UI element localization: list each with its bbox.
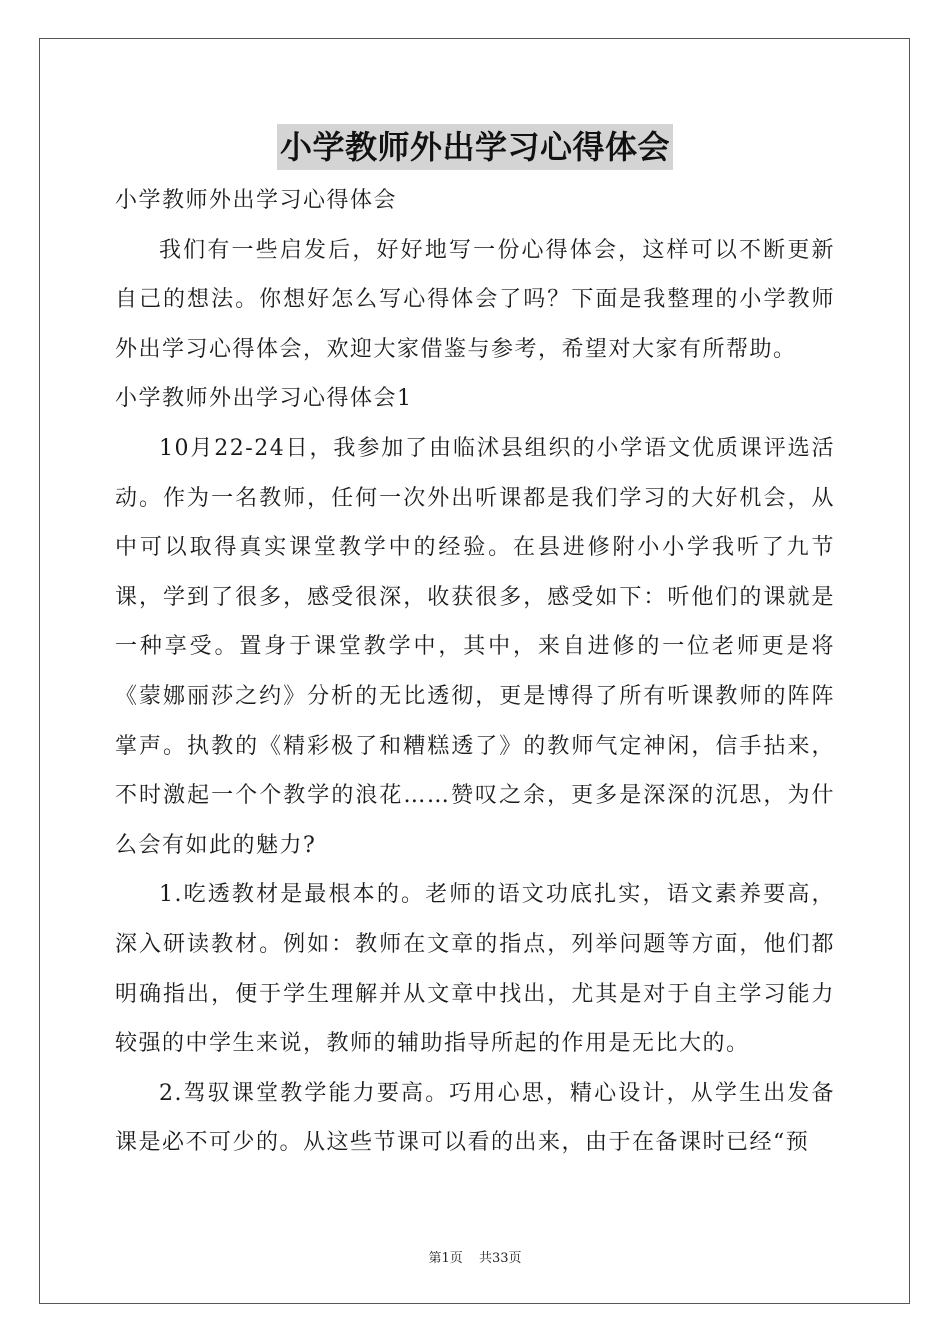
- paragraph-section-heading: 小学教师外出学习心得体会1: [115, 386, 413, 412]
- paragraph-body-3: 2.驾驭课堂教学能力要高。巧用心思，精心设计，从学生出发备课是必不可少的。从这些节课可以看的出来，由于在备课时已经“预: [115, 1080, 835, 1156]
- paragraph-body-1: 10月22-24日，我参加了由临沭县组织的小学语文优质课评选活动。作为一名教师，任何一次外出听课都是我们学习的大好机会，从中可以取得真实课堂教学中的经验。在县进修附小小学我听了九节课，学到了很多，感受很深，收获很多，感受如下：听他们的课就是一种享受。置身于课堂教学中，其中，来自进修的一位老师更是将《蒙娜丽莎之约》分析的无比透彻，更是博得了所有听课教师的阵阵掌声。执教的《精彩极了和糟糕透了》的教师气定神闲，信手拈来，不时激起一个个教学的浪花……赞叹之余，更多是深深的沉思，为什么会有如此的魅力?: [115, 435, 835, 858]
- page-footer: [0, 1247, 950, 1266]
- page-total: 共33页: [478, 1251, 522, 1266]
- page-number: 第1页: [428, 1251, 463, 1266]
- document-body: [115, 176, 835, 1168]
- paragraph-subtitle: 小学教师外出学习心得体会: [115, 188, 398, 213]
- paragraph-intro: 我们有一些启发后，好好地写一份心得体会，这样可以不断更新自己的想法。你想好怎么写心得体会了吗？下面是我整理的小学教师外出学习心得体会，欢迎大家借鉴与参考，希望对大家有所帮助。: [115, 237, 835, 362]
- paragraph-body-2: 1.吃透教材是最根本的。老师的语文功底扎实，语文素养要高，深入研读教材。例如：教师在文章的指点，列举问题等方面，他们都明确指出，便于学生理解并从文章中找出，尤其是对于自主学习能力较强的中学生来说，教师的辅助指导所起的作用是无比大的。: [115, 882, 835, 1057]
- document-title: 小学教师外出学习心得体会: [277, 124, 673, 170]
- title-container: [0, 124, 950, 170]
